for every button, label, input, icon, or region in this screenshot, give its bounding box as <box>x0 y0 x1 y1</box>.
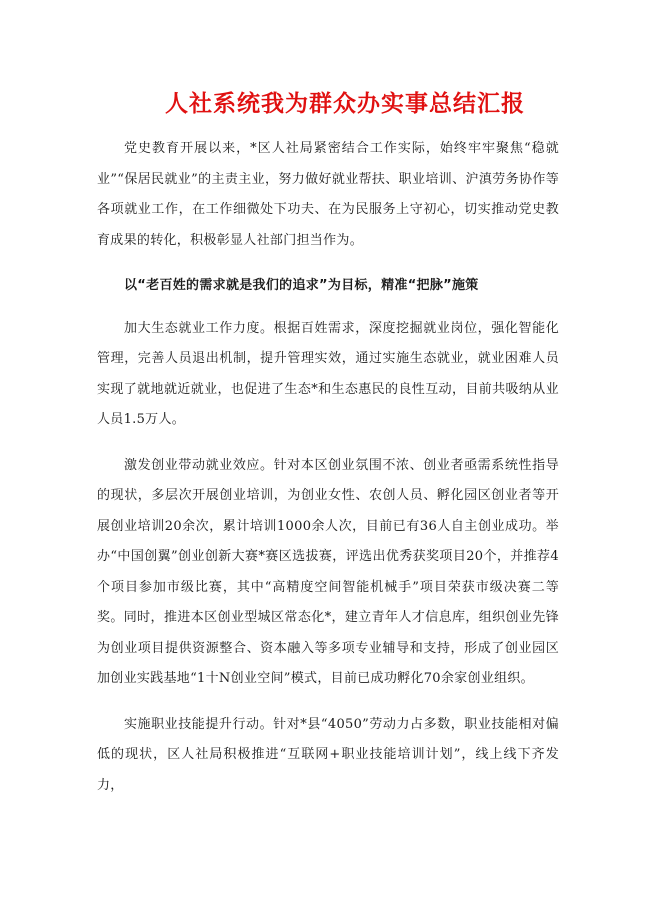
section-heading: 以“老百姓的需求就是我们的追求”为目标，精准“把脉”施策 <box>124 278 479 293</box>
document-title: 人社系统我为群众办实事总结汇报 <box>165 90 525 117</box>
paragraph-ecological-employment: 加大生态就业工作力度。根据百姓需求，深度挖掘就业岗位，强化智能化管理，完善人员退出机制，提升管理实效，通过实施生态就业，就业困难人员实现了就地就近就业，也促进了生态*和生态惠民的良性互动，目前共吸纳从业人员1.5万人。 <box>97 320 559 427</box>
document-body <box>97 134 559 801</box>
paragraph-entrepreneurship: 激发创业带动就业效应。针对本区创业氛围不浓、创业者亟需系统性指导的现状，多层次开展创业培训，为创业女性、农创人员、孵化园区创业者等开展创业培训20余次，累计培训1000余人次，目前已有36人自主创业成功。举办“中国创翼”创业创新大赛*赛区选拔赛，评选出优秀获奖项目20个，并推荐4个项目参加市级比赛，其中“高精度空间智能机械手”项目荣获市级决赛二等奖。同时，推进本区创业型城区常态化*，建立青年人才信息库，组织创业先锋为创业项目提供资源整合、资本融入等多项专业辅导和支持，形成了创业园区加创业实践基地“1十N创业空间”模式，目前已成功孵化70余家创业组织。 <box>97 457 559 686</box>
paragraph-intro: 党史教育开展以来，*区人社局紧密结合工作实际，始终牢牢聚焦“稳就业”“保居民就业”的主责主业，努力做好就业帮扶、职业培训、沪滇劳务协作等各项就业工作，在工作细微处下功夫、在为民服务上守初心，切实推动党史教育成果的转化，积极彰显人社部门担当作为。 <box>97 141 559 248</box>
paragraph-skills-training: 实施职业技能提升行动。针对*县“4050”劳动力占多数，职业技能相对偏低的现状，区人社局积极推进“互联网+职业技能培训计划”，线上线下齐发力， <box>97 716 559 793</box>
